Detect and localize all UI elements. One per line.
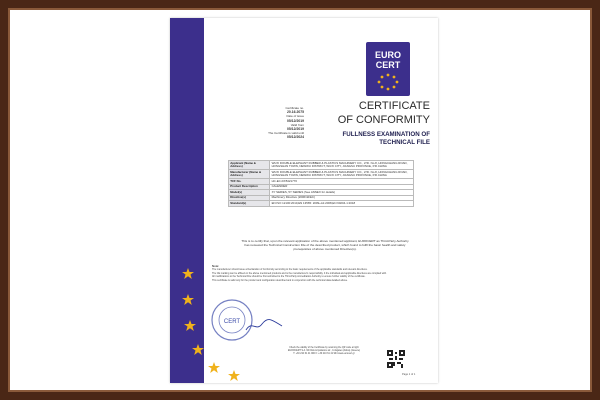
row-key: Standard(s)	[229, 201, 270, 207]
row-key: Model(s)	[229, 190, 270, 196]
star-icon	[182, 268, 194, 279]
expiry-date: 05/12/2024	[287, 135, 304, 140]
star-icon	[182, 294, 194, 305]
page-number: Page 1 of 1	[402, 373, 416, 376]
star-icon	[184, 320, 196, 331]
valid-date: 05/12/2019	[287, 127, 304, 132]
row-key: TCF No.	[229, 179, 270, 185]
row-key: Directive(s)	[229, 195, 270, 201]
footer-line3: T: +30 210 61 41 900 F: +30 210 61 41 904 www.eurocert.gr	[293, 353, 355, 356]
row-value: WUXI DOUBLE ELEPHANT RUBBER & PLASTICS MACHINERY CO., LTD. No.8, HONGCHANG ROAD, HONGSHAN TOWN, NEWWU DISTRICT, WUXI CITY, JIANGSU PROVINCE, P.R.CHINA	[270, 170, 414, 179]
signature	[244, 318, 284, 334]
details-table	[228, 160, 414, 207]
qr-code-icon	[387, 350, 405, 368]
issue-date: 05/12/2019	[287, 118, 304, 123]
note-item: The CE marking can be affixed on the above mentioned products and is the manufacturer's responsibility. It the individual and applicable directives are complied with.	[212, 271, 387, 275]
star-icon	[208, 362, 220, 373]
expiry-label: The Certificate is valid until	[268, 131, 304, 136]
certificate-document	[170, 18, 438, 383]
row-value: CALENDER	[270, 184, 414, 190]
footer-line1: Check the validity of the Certificate by scanning the QR code at right	[289, 347, 359, 349]
table-row	[229, 201, 414, 207]
cert-no: 20.16.2075	[287, 110, 304, 115]
logo-line2: CERT	[375, 60, 401, 70]
cert-no-label: Certificate no.	[285, 106, 304, 110]
row-value: EN ISO 12100:2010,EN 13565: 2009+A1:2008,EN 60204-1:2018	[270, 201, 414, 207]
note-item: All modifications to the Technical File should be first submitted to the Third-Party Accreditation Authority to ensure further validity of the certificate.	[212, 275, 366, 279]
certification-statement: This is to certify that, upon the relevant application of the above mentioned applicant, EUROCERT as Third-Party Authority has reviewed the Technical Construction File of the described product, which found to fulfil the basic health and safety prerequisites of above mentioned Directive(s).	[241, 239, 409, 251]
note-item: This certificate is valid only for the product and configuration described and in conjunction with the technical data detailed above.	[212, 278, 348, 282]
notes-title: Note:	[212, 264, 220, 268]
star-icon	[228, 370, 240, 381]
certificate-meta	[244, 106, 304, 140]
row-key: Product Description	[229, 184, 270, 190]
table-row	[229, 161, 414, 170]
subtitle-line2: TECHNICAL FILE	[379, 139, 430, 146]
logo-line1: EURO	[374, 50, 401, 60]
footer-line2: EUROCERT S.A. 90 Nikis & Ipsilantou str., 11 Egaleo (Attica) (Greece)	[288, 350, 360, 353]
seal-text: CERT	[223, 319, 241, 325]
row-value: Machinery Directive (2006/42/EC)	[270, 195, 414, 201]
row-value: HC-EC-DX5421770	[270, 179, 414, 185]
valid-label: Valid from	[290, 122, 304, 127]
logo-stars-icon	[374, 72, 402, 92]
subtitle-line1: FULLNESS EXAMINATION OF	[342, 131, 430, 138]
note-item: The manufacturer should issue a Declaration of Conformity according to the basic requirements of the applicable standards and relevant directives.	[212, 268, 368, 272]
date-label: Date of issue	[286, 114, 304, 119]
star-icon	[192, 344, 204, 355]
row-value: XY SERIES, 5Y SERIES (See ANNEX for details)	[270, 190, 414, 196]
title-line1: CERTIFICATE	[358, 100, 430, 112]
title-line2: OF CONFORMITY	[337, 114, 430, 126]
table-row	[229, 170, 414, 179]
notes-section	[212, 265, 422, 282]
row-key: Applicant (Name & Address)	[229, 161, 270, 170]
eurocert-logo	[366, 42, 410, 96]
row-key: Manufacturer (Name & Address)	[229, 170, 270, 179]
footer	[250, 347, 398, 357]
row-value: WUXI DOUBLE ELEPHANT RUBBER & PLASTICS MACHINERY CO., LTD. No.8, HONGCHANG ROAD, HONGSHAN TOWN, NEWWU DISTRICT, WUXI CITY, JIANGSU PROVINCE, P.R.CHINA	[270, 161, 414, 170]
